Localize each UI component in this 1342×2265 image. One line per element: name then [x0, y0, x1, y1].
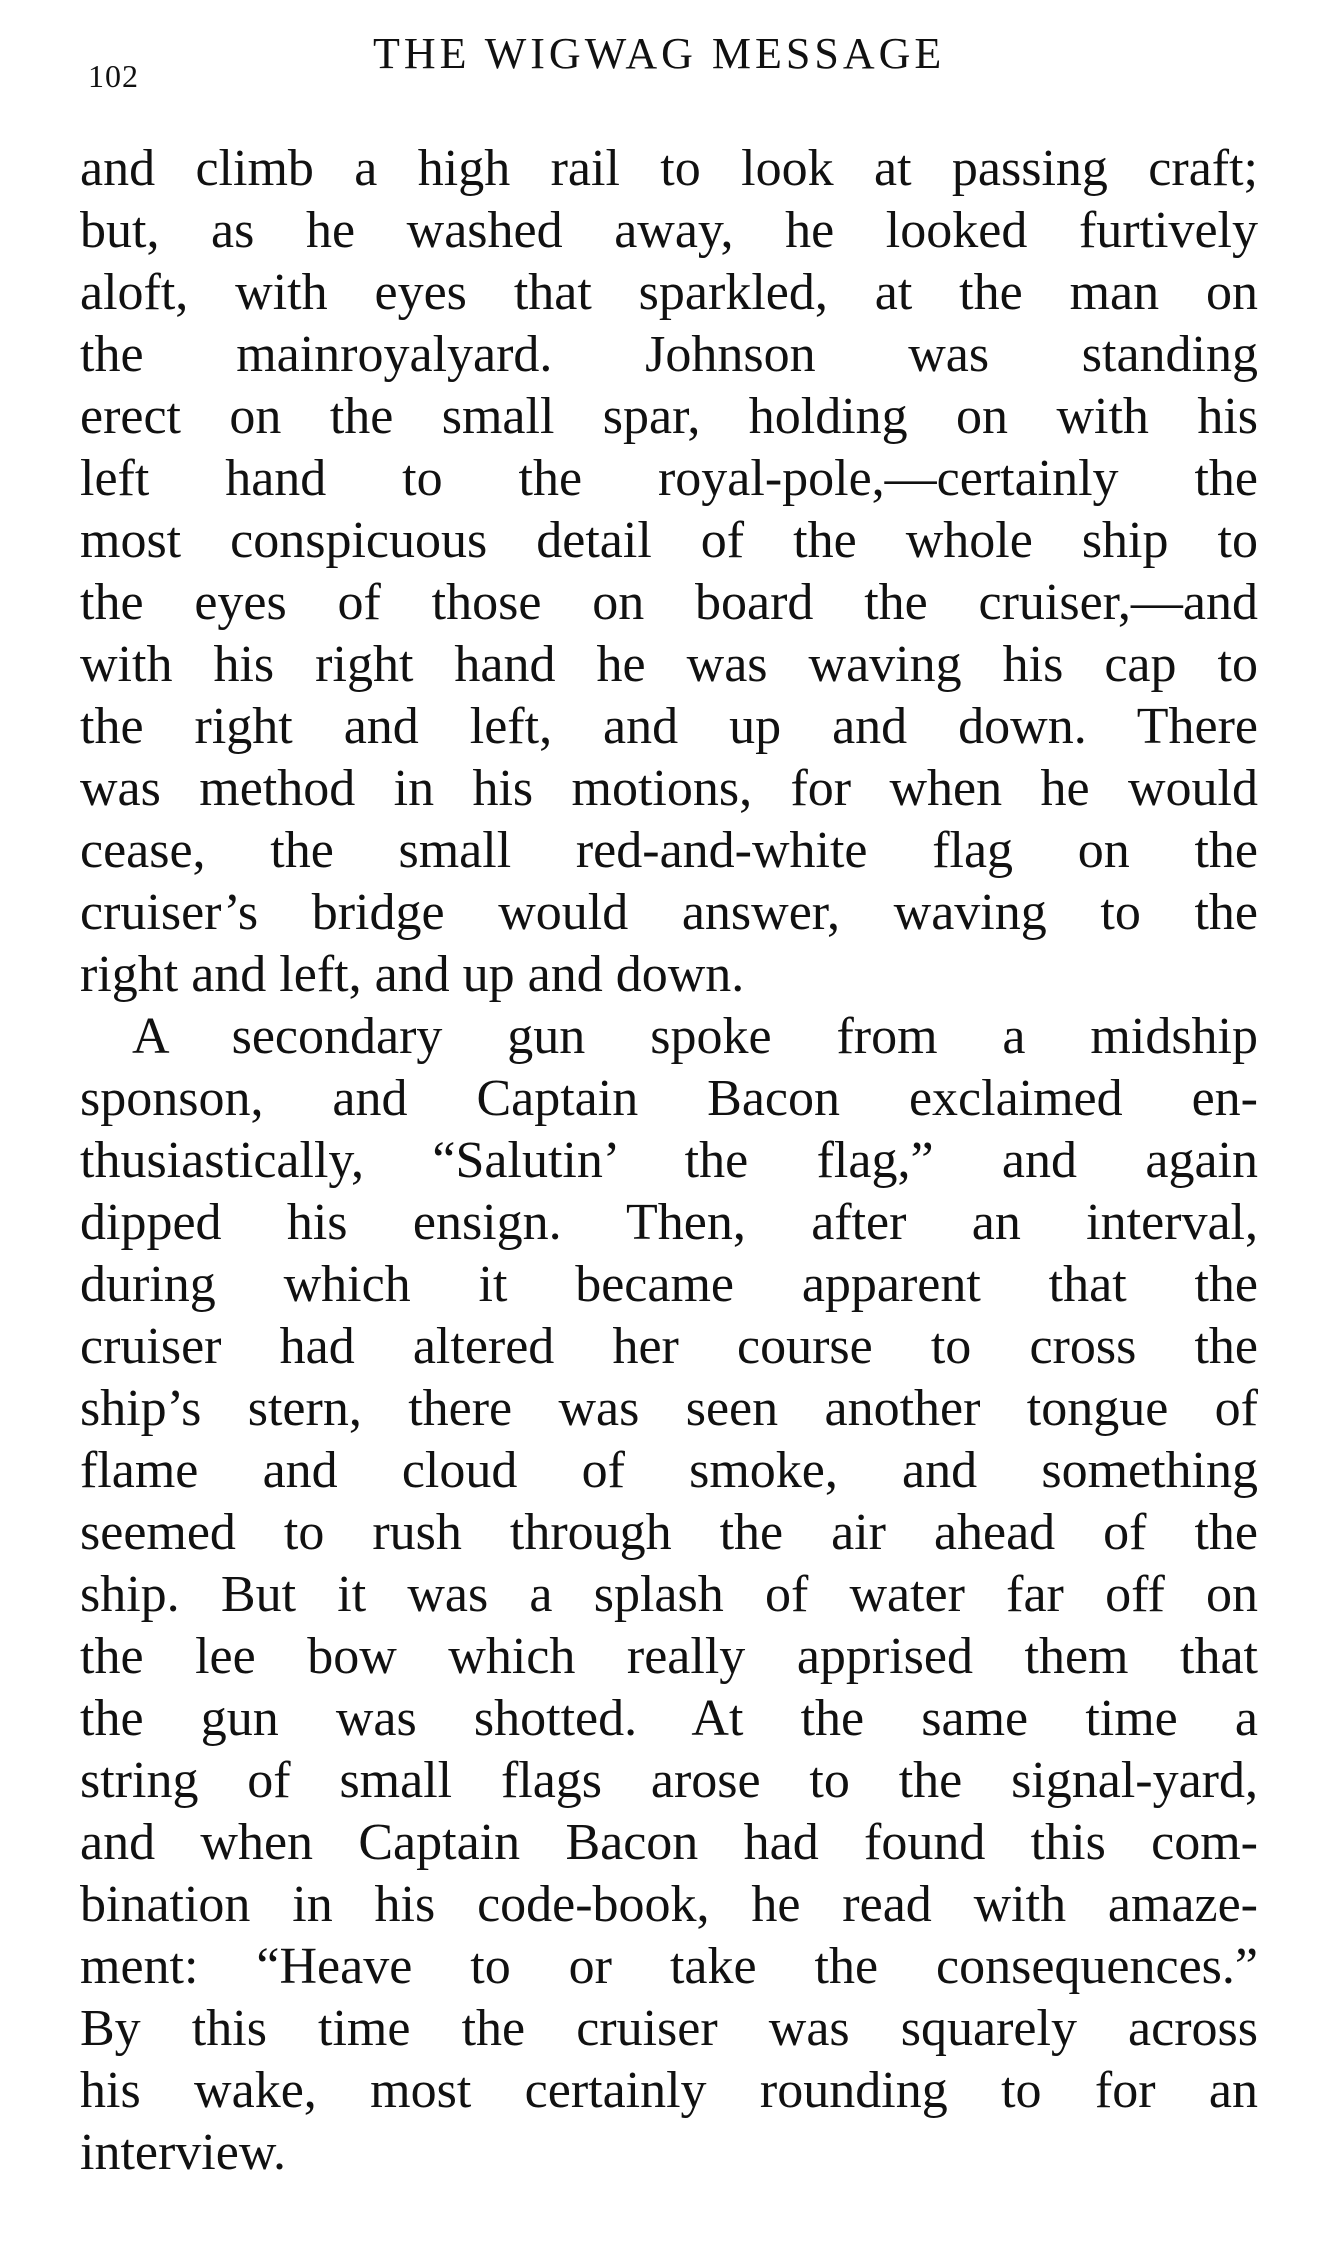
text-line: flame and cloud of smoke, and something — [80, 1442, 1258, 1499]
text-line: the mainroyalyard. Johnson was standing — [80, 326, 1258, 383]
text-line: with his right hand he was waving his cap to — [80, 636, 1258, 693]
text-line: but, as he washed away, he looked furtively — [80, 202, 1258, 259]
text-line: cruiser’s bridge would answer, waving to the — [80, 884, 1258, 941]
text-line-paragraph-start: A secondary gun spoke from a midship — [132, 1008, 1258, 1065]
text-line: dipped his ensign. Then, after an interval, — [80, 1194, 1258, 1251]
text-line: seemed to rush through the air ahead of the — [80, 1504, 1258, 1561]
text-line: aloft, with eyes that sparkled, at the man on — [80, 264, 1258, 321]
text-line: ship’s stern, there was seen another tongue of — [80, 1380, 1258, 1437]
text-line: ship. But it was a splash of water far off on — [80, 1566, 1258, 1623]
text-line: and climb a high rail to look at passing craft; — [80, 140, 1258, 197]
text-line: string of small flags arose to the signal-yard, — [80, 1752, 1258, 1809]
text-line: erect on the small spar, holding on with his — [80, 388, 1258, 445]
text-line: the gun was shotted. At the same time a — [80, 1690, 1258, 1747]
text-line: By this time the cruiser was squarely across — [80, 2000, 1258, 2057]
text-line: cruiser had altered her course to cross the — [80, 1318, 1258, 1375]
text-line: the lee bow which really apprised them that — [80, 1628, 1258, 1685]
body-text — [80, 138, 1258, 2184]
text-line: the right and left, and up and down. There — [80, 698, 1258, 755]
text-line: the eyes of those on board the cruiser,—and — [80, 574, 1258, 631]
text-line-paragraph-end: right and left, and up and down. — [80, 946, 745, 1003]
text-line: ment: “Heave to or take the consequences.” — [80, 1938, 1258, 1995]
text-line: and when Captain Bacon had found this com- — [80, 1814, 1258, 1871]
text-line: his wake, most certainly rounding to for an — [80, 2062, 1258, 2119]
text-line: during which it became apparent that the — [80, 1256, 1258, 1313]
text-line: was method in his motions, for when he would — [80, 760, 1258, 817]
text-line: sponson, and Captain Bacon exclaimed en- — [80, 1070, 1258, 1127]
text-line: left hand to the royal-pole,—certainly the — [80, 450, 1258, 507]
page-header — [88, 28, 1258, 94]
text-line: thusiastically, “Salutin’ the flag,” and again — [80, 1132, 1258, 1189]
running-head: THE WIGWAG MESSAGE — [373, 29, 946, 78]
page-number: 102 — [88, 58, 139, 94]
text-line: most conspicuous detail of the whole ship to — [80, 512, 1258, 569]
text-line: bination in his code-book, he read with amaze- — [80, 1876, 1258, 1933]
text-line-paragraph-end: interview. — [80, 2124, 286, 2181]
text-line: cease, the small red-and-white flag on the — [80, 822, 1258, 879]
